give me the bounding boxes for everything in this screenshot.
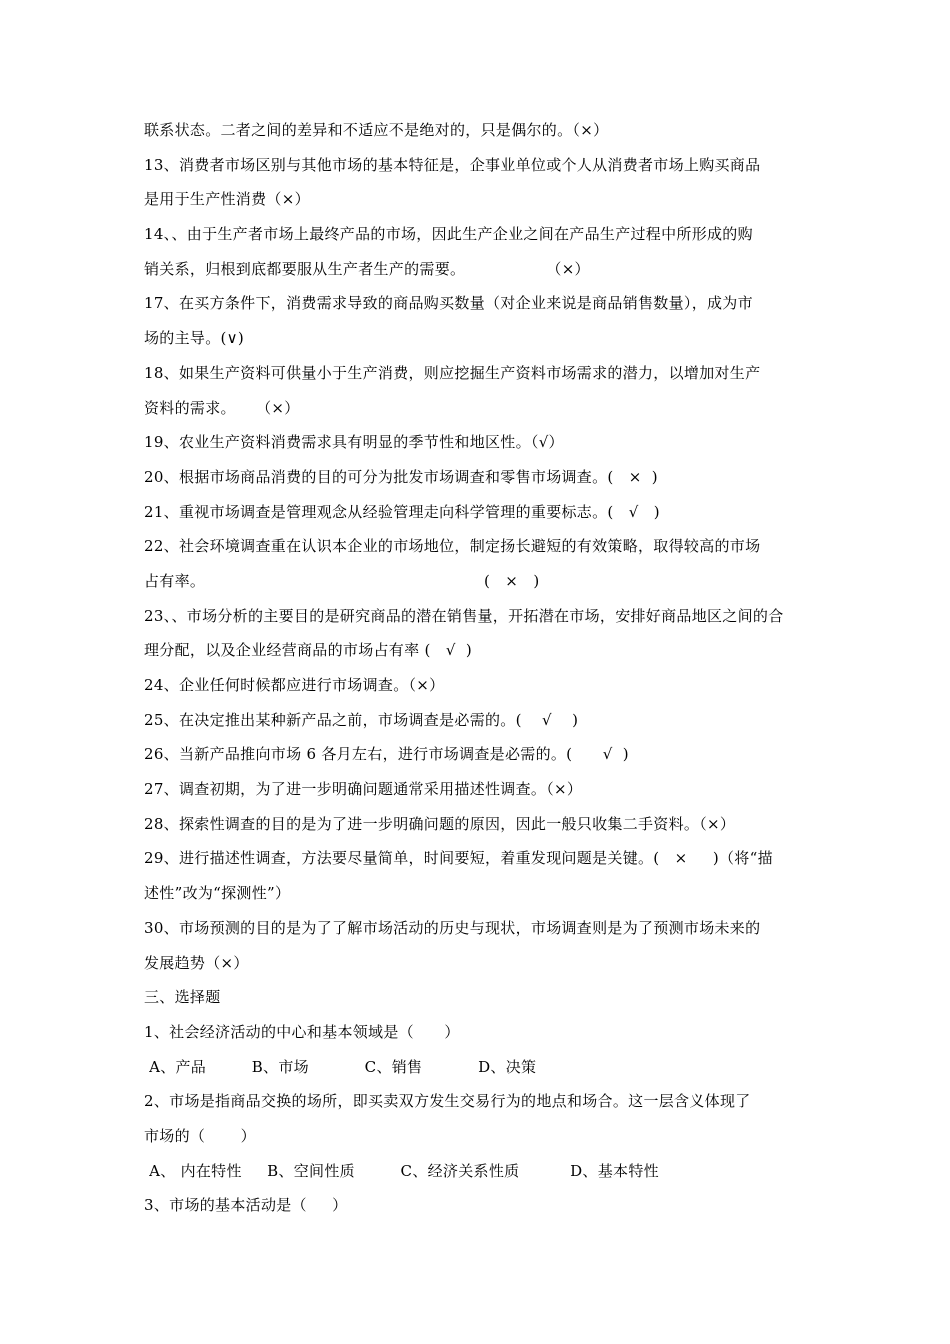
text-line: 17、在买方条件下，消费需求导致的商品购买数量（对企业来说是商品销售数量），成为市: [144, 294, 753, 313]
text-line: 19、农业生产资料消费需求具有明显的季节性和地区性。（√）: [144, 433, 564, 452]
question-text: 2、市场是指商品交换的场所，即买卖双方发生交易行为的地点和场合。这一层含义体现了: [144, 1092, 751, 1111]
text-line: 30、市场预测的目的是为了了解市场活动的历史与现状，市场调查则是为了预测市场未来的: [144, 918, 761, 937]
text-line: 21、重视市场调查是管理观念从经验管理走向科学管理的重要标志。( √ ): [144, 502, 660, 521]
text-line: 发展趋势（×）: [144, 953, 249, 972]
text-line: 26、当新产品推向市场 6 各月左右，进行市场调查是必需的。( √ ): [144, 745, 629, 764]
text-line: 资料的需求。 （×）: [144, 398, 300, 417]
text-line: 13、消费者市场区别与其他市场的基本特征是，企事业单位或个人从消费者市场上购买商品: [144, 155, 761, 174]
section-heading: 三、选择题: [144, 988, 221, 1007]
text-line: 20、根据市场商品消费的目的可分为批发市场调查和零售市场调查。( × ): [144, 467, 658, 486]
text-line: 29、进行描述性调查，方法要尽量简单，时间要短，着重发现问题是关键。( × )（将“描: [144, 849, 773, 868]
text-line: 24、企业任何时候都应进行市场调查。（×）: [144, 676, 445, 694]
text-line: 销关系，归根到底都要服从生产者生产的需要。 （×）: [144, 259, 590, 278]
text-line: 23、、市场分析的主要目的是研究商品的潜在销售量，开拓潜在市场，安排好商品地区之间的合: [144, 606, 784, 625]
text-line: 理分配，以及企业经营商品的市场占有率 ( √ ): [144, 641, 472, 660]
question-text: 市场的（ ）: [144, 1126, 256, 1145]
answer-options: A、产品 B、市场 C、销售 D、决策: [144, 1057, 537, 1076]
text-line: 22、社会环境调查重在认识本企业的市场地位，制定扬长避短的有效策略，取得较高的市场: [144, 537, 761, 556]
text-line: 27、调查初期，为了进一步明确问题通常采用描述性调查。（×）: [144, 780, 583, 799]
text-line: 18、如果生产资料可供量小于生产消费，则应挖掘生产资料市场需求的潜力，以增加对生产: [144, 363, 761, 382]
answer-options: A、 内在特性 B、空间性质 C、经济关系性质 D、基本特性: [144, 1161, 659, 1180]
text-line: 28、探索性调查的目的是为了进一步明确问题的原因，因此一般只收集二手资料。（×）: [144, 814, 736, 833]
text-line: 占有率。 ( × ): [144, 571, 540, 590]
question-text: 1、社会经济活动的中心和基本领域是（ ）: [144, 1022, 460, 1041]
text-line: 25、在决定推出某种新产品之前，市场调查是必需的。( √ ): [144, 710, 579, 729]
text-line: 是用于生产性消费（×）: [144, 190, 310, 209]
text-line: 述性”改为“探测性”）: [144, 884, 291, 903]
document-page: [144, 120, 844, 1230]
text-line: 场的主导。(∨): [144, 329, 245, 348]
text-line: 联系状态。二者之间的差异和不适应不是绝对的，只是偶尔的。（×）: [144, 121, 609, 139]
question-text: 3、市场的基本活动是（ ）: [144, 1196, 348, 1215]
text-line: 14、、由于生产者市场上最终产品的市场，因此生产企业之间在产品生产过程中所形成的购: [144, 225, 753, 244]
